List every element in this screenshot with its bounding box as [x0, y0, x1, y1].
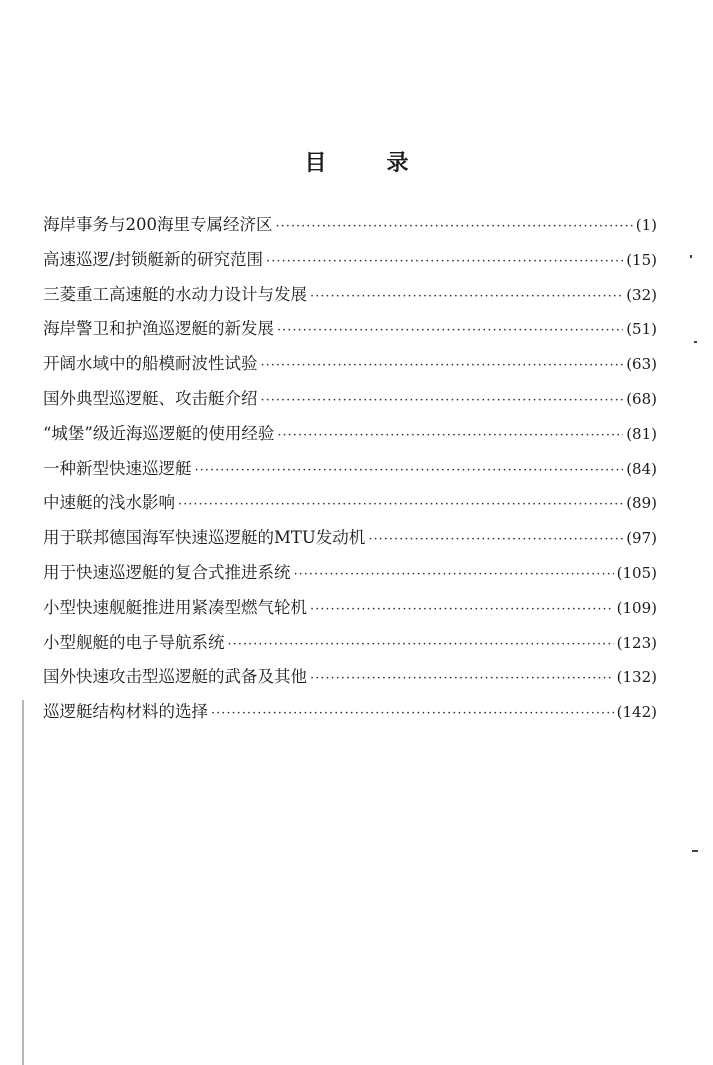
toc-dot-leader: [310, 602, 614, 617]
toc-entry-title: “城堡”级近海巡逻艇的使用经验: [43, 423, 275, 443]
toc-entry[interactable]: [43, 489, 657, 524]
toc-dot-leader: [310, 289, 623, 304]
toc-entry[interactable]: [43, 246, 657, 281]
toc-dot-leader: [195, 463, 624, 478]
toc-dot-leader: [211, 706, 614, 721]
toc-entry-page: (89): [626, 494, 657, 513]
toc-entry-page: (81): [626, 424, 657, 443]
toc-entry[interactable]: [43, 420, 657, 455]
toc-entry-title: 小型快速舰艇推进用紧凑型燃气轮机: [43, 597, 307, 617]
toc-entry[interactable]: [43, 315, 657, 350]
toc-entry-title: 一种新型快速巡逻艇: [43, 458, 192, 478]
toc-entry-title: 小型舰艇的电子导航系统: [43, 632, 225, 652]
toc-entry[interactable]: [43, 350, 657, 385]
toc-dot-leader: [261, 358, 624, 373]
page-edge-shadow: [22, 700, 24, 1065]
scan-speck: [690, 255, 692, 258]
toc-entry-title: 海岸警卫和护渔巡逻艇的新发展: [43, 319, 274, 339]
toc-entry-page: (1): [635, 216, 657, 234]
toc-dot-leader: [266, 254, 623, 269]
toc-entry-title: 国外典型巡逻艇、攻击艇介绍: [43, 388, 258, 408]
toc-dot-leader: [276, 219, 633, 234]
toc-entry[interactable]: [43, 211, 657, 246]
toc-entry[interactable]: [43, 594, 657, 629]
toc-entry-title: 中速艇的浅水影响: [43, 493, 175, 513]
toc-entry-page: (84): [626, 459, 657, 478]
toc-entry[interactable]: [43, 559, 657, 594]
toc-entry[interactable]: [43, 698, 657, 733]
scan-speck: [692, 850, 698, 852]
toc-entry-page: (63): [626, 355, 657, 374]
toc-entry-title: 开阔水域中的船模耐波性试验: [43, 354, 258, 374]
toc-entry-page: (97): [626, 529, 657, 548]
toc-dot-leader: [228, 637, 614, 652]
toc-entry[interactable]: [43, 524, 657, 559]
toc-entry-title: 高速巡逻/封锁艇新的研究范围: [43, 249, 264, 269]
toc-entry-page: (142): [616, 703, 657, 722]
toc-entry-page: (68): [626, 389, 657, 408]
page-title: [0, 146, 713, 177]
toc-entry-title: 巡逻艇结构材料的选择: [43, 702, 208, 722]
toc-entry[interactable]: [43, 455, 657, 490]
toc-entry-page: (51): [626, 320, 657, 339]
toc-dot-leader: [310, 671, 614, 686]
toc-entry-page: (123): [616, 633, 657, 652]
toc-entry-title: 三菱重工高速艇的水动力设计与发展: [43, 284, 307, 304]
toc-entry-title: 用于联邦德国海军快速巡逻艇的MTU发动机: [43, 528, 366, 548]
toc-entry-page: (132): [616, 668, 657, 687]
toc-dot-leader: [261, 393, 624, 408]
toc-dot-leader: [277, 323, 623, 338]
toc-entry[interactable]: [43, 629, 657, 664]
toc-entry-page: (109): [616, 598, 657, 617]
toc-entry-title: 国外快速攻击型巡逻艇的武备及其他: [43, 667, 307, 687]
scan-speck: [694, 341, 697, 343]
toc-entry[interactable]: [43, 385, 657, 420]
toc-entry-title: 海岸事务与200海里专属经济区: [43, 215, 273, 234]
toc-dot-leader: [277, 428, 623, 443]
toc-dot-leader: [368, 532, 623, 547]
title-char-1: 目: [304, 150, 327, 176]
table-of-contents: [43, 211, 657, 733]
toc-entry-title: 用于快速巡逻艇的复合式推进系统: [43, 562, 291, 582]
toc-entry[interactable]: [43, 663, 657, 698]
toc-entry[interactable]: [43, 281, 657, 316]
toc-dot-leader: [178, 497, 623, 512]
toc-dot-leader: [294, 567, 614, 582]
toc-entry-page: (15): [626, 250, 657, 269]
toc-entry-page: (105): [616, 563, 657, 582]
title-char-2: 录: [386, 150, 409, 176]
toc-entry-page: (32): [626, 285, 657, 304]
